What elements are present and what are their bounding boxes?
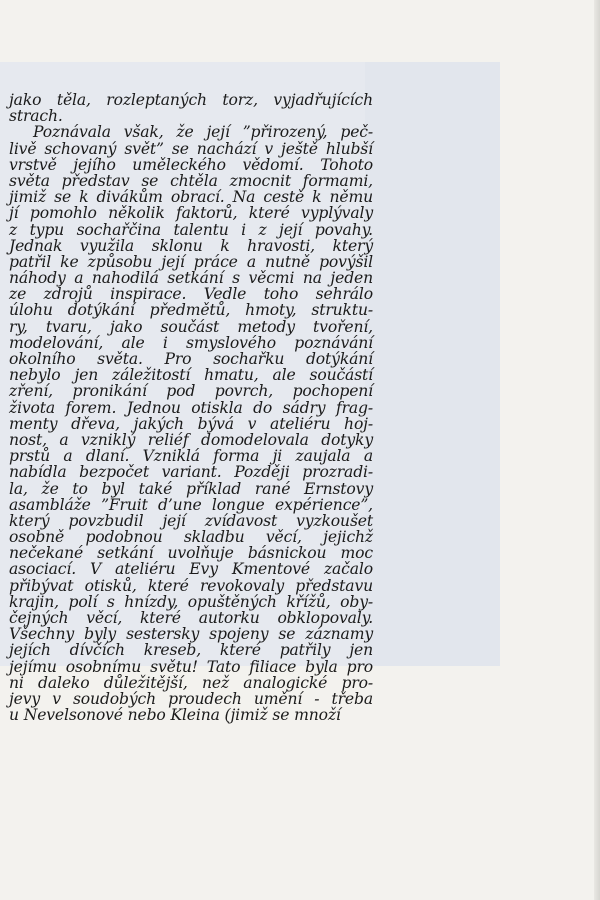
text-line: strach. bbox=[9, 107, 63, 126]
text-line: nabídla bezpočet variant. Později prozradi- bbox=[9, 463, 373, 482]
text-line: zření, pronikání pod povrch, pochopení bbox=[9, 382, 373, 401]
text-line: prstů a dlaní. Vzniklá forma ji zaujala a bbox=[9, 447, 373, 466]
background-image-shade-right bbox=[365, 62, 500, 666]
text-line: života forem. Jednou otiskla do sádry frag- bbox=[9, 398, 373, 417]
body-text bbox=[9, 92, 373, 723]
text-line: přibývat otisků, které revokovaly představu bbox=[9, 576, 373, 595]
page-edge bbox=[594, 0, 600, 900]
text-line: krajin, polí s hnízdy, opuštěných křížů, oby- bbox=[9, 592, 373, 611]
text-line: který povzbudil její zvídavost vyzkoušet bbox=[9, 511, 373, 530]
text-line: úlohu dotýkání předmětů, hmoty, struktu- bbox=[9, 301, 373, 320]
text-line: modelování, ale i smyslového poznávání bbox=[9, 333, 373, 352]
text-line: jimiž se k divákům obrací. Na cestě k němu bbox=[9, 188, 373, 207]
text-line: Všechny byly sestersky spojeny se záznamy bbox=[9, 625, 373, 644]
text-line: livě schovaný svět” se nachází v ještě hlubší bbox=[9, 139, 373, 158]
text-line: ni daleko důležitější, než analogické pro- bbox=[9, 673, 373, 692]
text-line: nečekané setkání uvolňuje básnickou moc bbox=[9, 544, 373, 563]
text-line: asociací. V ateliéru Evy Kmentové začalo bbox=[9, 560, 373, 579]
text-line: la, že to byl také příklad rané Ernstovy bbox=[9, 479, 373, 498]
text-line: čejných věcí, které autorku obklopovaly. bbox=[9, 609, 373, 627]
text-line: jejímu osobnímu světu! Tato filiace byla pro bbox=[9, 657, 373, 676]
text-line: náhody a nahodilá setkání s věcmi na jeden bbox=[9, 269, 373, 288]
text-line: vrstvě jejího uměleckého vědomí. Tohoto bbox=[9, 155, 373, 174]
text-line: nebylo jen záležitostí hmatu, ale součástí bbox=[9, 366, 373, 385]
text-line: okolního světa. Pro sochařku dotýkání bbox=[9, 350, 373, 368]
text-line: jako těla, rozleptaných torz, vyjadřujících bbox=[9, 91, 373, 109]
text-line: menty dřeva, jakých bývá v ateliéru hoj- bbox=[9, 414, 373, 433]
text-line: nost, a vzniklý reliéf domodelovala dotyky bbox=[9, 430, 373, 449]
text-line: světa představ se chtěla zmocnit formami, bbox=[9, 171, 373, 190]
text-line: jejích dívčích kreseb, které patřily jen bbox=[9, 641, 373, 660]
text-line: z typu sochařčina talentu i z její povahy. bbox=[9, 220, 373, 239]
text-line: ze zdrojů inspirace. Vedle toho sehrálo bbox=[9, 285, 373, 304]
text-line: asambláže ”Fruit d’une longue expérience”, bbox=[9, 495, 373, 514]
text-line: jevy v soudobých proudech umění - třeba bbox=[9, 689, 373, 708]
text-line: ry, tvaru, jako součást metody tvoření, bbox=[9, 317, 373, 336]
text-line: Jednak využila sklonu k hravosti, který bbox=[9, 236, 373, 255]
text-line: u Nevelsonové nebo Kleina (jimiž se množí bbox=[9, 706, 341, 725]
text-line: osobně podobnou skladbu věcí, jejichž bbox=[9, 528, 373, 547]
text-line: Poznávala však, že její ”přirozený, peč- bbox=[33, 123, 373, 142]
text-line: patřil ke způsobu její práce a nutně povýšil bbox=[9, 252, 373, 271]
text-line: jí pomohlo několik faktorů, které vyplývaly bbox=[9, 204, 373, 223]
